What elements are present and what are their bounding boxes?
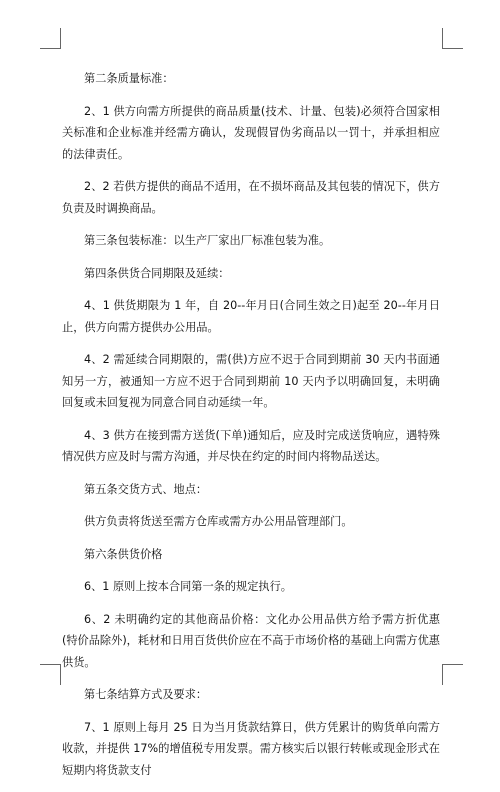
clause-4-3: 4、3 供方在接到需方送货(下单)通知后，应及时完成送货响应，遇特殊情况供方应及时与需方沟通，并尽快在约定的时间内将物品送达。 [62, 428, 440, 463]
clause-4-2: 4、2 需延续合同期限的，需(供)方应不迟于合同到期前 30 天内书面通知另一方，被通知一方应不迟于合同到期前 10 天内予以明确回复，未明确回复或未回复视为同意合同自动延续一年。 [62, 353, 440, 409]
heading-article-2: 第二条质量标准： [84, 72, 174, 85]
clause-7-1: 7、1 原则上每月 25 日为当月货款结算日，供方凭累计的购货单向需方收款，并提供 17%的增值税专用发票。需方核实后以银行转帐或现金形式在短期内将货款支付 [62, 720, 440, 777]
clause-2-2: 2、2 若供方提供的商品不适用，在不损坏商品及其包装的情况下，供方负责及时调换商品。 [62, 180, 440, 215]
heading-article-7: 第七条结算方式及要求： [84, 688, 208, 701]
heading-article-4: 第四条供货合同期限及延续： [84, 266, 230, 280]
heading-article-5: 第五条交货方式、地点： [84, 482, 208, 496]
heading-article-6: 第六条供货价格 [84, 547, 163, 561]
clause-4-1: 4、1 供货期限为 1 年，自 20--年月日(合同生效之日)起至 20--年月日止，供方向需方提供办公用品。 [62, 299, 440, 334]
clause-5-delivery: 供方负责将货送至需方仓库或需方办公用品管理部门。 [84, 515, 353, 528]
crop-mark-top-right [442, 28, 463, 49]
document-body [62, 68, 440, 792]
crop-mark-bottom-left [40, 664, 61, 685]
clause-6-1: 6、1 原则上按本合同第一条的规定执行。 [84, 580, 292, 593]
heading-article-3: 第三条包装标准：以生产厂家出厂标准包装为准。 [84, 234, 331, 247]
clause-6-2: 6、2 未明确约定的其他商品价格：文化办公用品供方给予需方折优惠(特价品除外)，耗材和日用百货供价应在不高于市场价格的基础上向需方优惠供货。 [62, 612, 440, 669]
crop-mark-bottom-right [442, 664, 463, 685]
crop-mark-top-left [40, 28, 61, 49]
clause-2-1: 2、1 供方向需方所提供的商品质量(技术、计量、包装)必须符合国家相关标准和企业标准并经需方确认，发现假冒伪劣商品以一罚十，并承担相应的法律责任。 [62, 104, 440, 161]
